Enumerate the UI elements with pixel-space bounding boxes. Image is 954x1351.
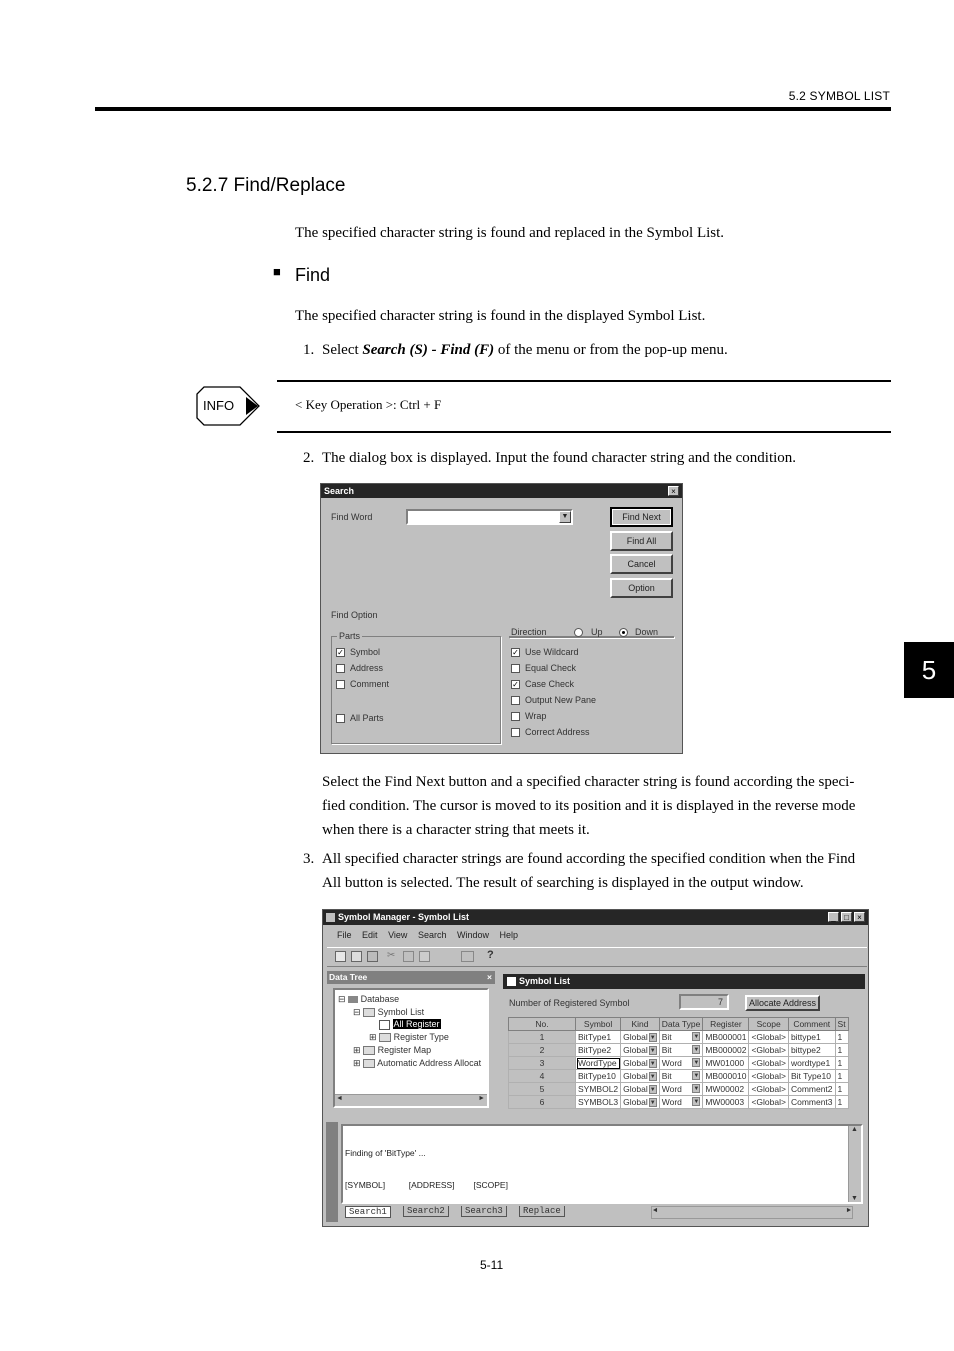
output-line: [SYMBOL] [ADDRESS] [SCOPE] [345,1179,508,1190]
symbol-manager-window [322,909,869,1227]
new-icon[interactable] [335,951,346,962]
menu-view[interactable]: View [388,930,408,940]
cell-kind[interactable]: Global ▼ [621,1070,660,1083]
tab-search1[interactable]: Search1 [345,1206,391,1218]
wrap-checkbox[interactable] [511,712,520,721]
scroll-left-icon[interactable]: ◄ [336,1095,343,1102]
cell-st[interactable]: 1 [835,1083,848,1096]
symbol-checkbox-label: Symbol [350,647,381,657]
use-wildcard-checkbox[interactable]: ✓ [512,648,519,657]
cell-data-type[interactable]: Word ▼ [659,1096,703,1109]
registered-symbol-count: 7 [679,994,729,1010]
comment-checkbox[interactable] [336,680,345,689]
tab-search2[interactable]: Search2 [403,1206,449,1217]
option-button[interactable]: Option [610,578,673,598]
menu-file[interactable]: File [337,930,352,940]
data-tree-header [327,971,495,984]
correct-address-label: Correct Address [525,727,590,737]
find-next-paragraph [322,770,855,842]
output-tabs [341,1205,863,1219]
chevron-down-icon[interactable]: ▼ [649,1061,656,1068]
menu-edit[interactable]: Edit [362,930,378,940]
cell-symbol[interactable]: SYMBOL2 [576,1083,621,1096]
running-header: 5.2 SYMBOL LIST [788,89,890,103]
help-icon[interactable]: ? [487,949,494,961]
direction-up-radio[interactable] [574,628,583,637]
cell-data-type[interactable]: Bit ▼ [659,1044,703,1057]
cell-comment[interactable]: Comment2 [788,1083,835,1096]
address-checkbox-label: Address [350,663,384,673]
cell-register[interactable]: MB000010 [703,1070,749,1083]
step2-number: 2. [303,450,315,466]
tree-hscrollbar[interactable] [335,1094,487,1106]
tree-item-auto-address[interactable]: ⊞ Automatic Address Allocat [353,1058,482,1068]
table-row[interactable] [509,1031,849,1044]
step1-suffix: of the menu or from the pop-up menu. [494,342,728,358]
info-top-rule [277,380,891,382]
cell-comment[interactable]: Bit Type10 [788,1070,835,1083]
find-next-button[interactable]: Find Next [610,507,673,527]
step1-menu-path: Search (S) - Find (F) [362,342,495,358]
cell-kind[interactable]: Global ▼ [621,1096,660,1109]
col-register[interactable]: Register [703,1018,749,1031]
cell-st[interactable]: 1 [835,1044,848,1057]
cell-symbol[interactable]: BitType10 [576,1070,621,1083]
direction-down-radio[interactable] [619,628,628,637]
close-icon[interactable]: × [668,486,679,496]
symbol-manager-title: Symbol Manager - Symbol List [338,912,470,922]
col-data-type[interactable]: Data Type [659,1018,703,1031]
search-dialog-title: Search [324,486,355,496]
step1-prefix: Select [322,342,363,358]
info-bottom-rule [277,431,891,433]
tree-item-database[interactable]: ⊟ Database [338,994,400,1004]
chevron-down-icon[interactable]: ▼ [693,1060,700,1066]
col-scope[interactable]: Scope [749,1018,789,1031]
section-title: 5.2.7 Find/Replace [186,175,346,196]
tab-replace[interactable]: Replace [519,1206,565,1217]
minimize-icon[interactable]: _ [828,912,839,922]
step1-text [322,338,728,362]
scroll-down-icon[interactable]: ▼ [851,1195,858,1202]
col-no[interactable]: No. [509,1018,576,1031]
cell-scope[interactable]: <Global> [749,1070,789,1083]
registered-symbol-label: Number of Registered Symbol [509,998,630,1008]
app-icon [326,913,335,922]
col-comment[interactable]: Comment [788,1018,835,1031]
info-icon [196,386,262,426]
cell-symbol[interactable]: BitType1 [576,1031,621,1044]
symbol-table [508,1017,849,1109]
chapter-tab: 5 [904,642,954,698]
allocate-address-button[interactable]: Allocate Address [745,995,820,1011]
table-row[interactable] [509,1096,849,1109]
info-text: < Key Operation >: Ctrl + F [295,397,442,412]
cell-register[interactable]: MW00002 [703,1083,749,1096]
paste-icon[interactable] [419,951,430,962]
tree-item-symbol-list[interactable]: ⊟ Symbol List [353,1007,425,1017]
cell-comment[interactable]: bittype2 [788,1044,835,1057]
cell-no: 3 [509,1057,576,1070]
cell-scope[interactable]: <Global> [749,1031,789,1044]
menu-bar [337,930,518,940]
chevron-down-icon[interactable]: ▼ [693,1073,700,1079]
data-tree [333,988,489,1108]
cell-scope[interactable]: <Global> [749,1057,789,1070]
cell-symbol[interactable]: SYMBOL3 [576,1096,621,1109]
cell-kind[interactable]: Global ▼ [621,1083,660,1096]
cut-icon[interactable]: ✂ [387,950,396,961]
find-option-label: Find Option [331,610,378,620]
output-text [345,1127,614,1204]
cell-st[interactable]: 1 [835,1070,848,1083]
cell-no: 1 [509,1031,576,1044]
cell-no: 2 [509,1044,576,1057]
equal-check-label: Equal Check [525,663,577,673]
scroll-up-icon[interactable]: ▲ [851,1126,858,1133]
cell-no: 5 [509,1083,576,1096]
search-dialog-titlebar [321,484,682,498]
cell-data-type[interactable]: Bit ▼ [659,1031,703,1044]
cell-scope[interactable]: <Global> [749,1044,789,1057]
chevron-down-icon[interactable]: ▼ [693,1047,700,1053]
chevron-down-icon[interactable]: ▼ [649,1100,656,1107]
cell-kind[interactable]: Global ▼ [621,1044,660,1057]
chevron-down-icon[interactable]: ▼ [649,1087,656,1094]
direction-label: Direction [511,627,547,637]
chevron-down-icon[interactable]: ▼ [693,1086,700,1092]
search-dialog [320,483,683,754]
symbol-list-icon [507,977,516,986]
copy-icon[interactable] [403,951,414,962]
find-all-button[interactable]: Find All [610,531,673,551]
cell-st[interactable]: 1 [835,1057,848,1070]
cell-st[interactable]: 1 [835,1031,848,1044]
cell-comment[interactable]: Comment3 [788,1096,835,1109]
table-row[interactable] [509,1044,849,1057]
tree-item-all-register[interactable]: All Register [379,1019,441,1030]
address-checkbox[interactable] [336,664,345,673]
table-row[interactable] [509,1057,849,1070]
chevron-down-icon[interactable]: ▼ [693,1099,700,1105]
tab-search3[interactable]: Search3 [461,1206,507,1217]
cell-kind[interactable]: Global ▼ [621,1057,660,1070]
save-icon[interactable] [367,951,378,962]
output-window [341,1124,863,1204]
symbol-list-title: Symbol List [519,976,571,986]
maximize-icon[interactable]: □ [841,912,852,922]
output-window-grip[interactable] [326,1122,338,1222]
table-row[interactable] [509,1083,849,1096]
cell-symbol[interactable]: WordType [576,1057,621,1070]
use-wildcard-label: Use Wildcard [525,647,579,657]
print-icon[interactable] [461,951,474,962]
page-number: 5-11 [480,1258,504,1272]
symbol-table-header [509,1018,849,1031]
cell-st[interactable]: 1 [835,1096,848,1109]
symbol-manager-titlebar [323,910,868,925]
toolbar [327,947,867,967]
output-vscrollbar[interactable] [848,1126,861,1202]
cell-scope[interactable]: <Global> [749,1096,789,1109]
cell-data-type[interactable]: Word ▼ [659,1083,703,1096]
find-description: The specified character string is found in the displayed Symbol List. [295,308,706,324]
cell-kind[interactable]: Global ▼ [621,1031,660,1044]
menu-search[interactable]: Search [417,930,447,940]
find-next-line-3: when there is a character string that meets it. [322,822,590,838]
output-hscrollbar[interactable] [651,1206,853,1219]
open-icon[interactable] [351,951,362,962]
wrap-label: Wrap [525,711,547,721]
intro-paragraph: The specified character string is found and replaced in the Symbol List. [295,225,725,241]
correct-address-checkbox[interactable] [511,728,520,737]
tree-item-register-map[interactable]: ⊞ Register Map [353,1045,432,1055]
col-symbol[interactable]: Symbol [576,1018,621,1031]
chevron-down-icon[interactable]: ▼ [649,1074,656,1081]
all-parts-checkbox[interactable] [336,714,345,723]
cell-symbol[interactable]: BitType2 [576,1044,621,1057]
scroll-right-icon[interactable]: ► [846,1207,851,1215]
table-row[interactable] [509,1070,849,1083]
cancel-button[interactable]: Cancel [610,554,673,574]
header-rule [95,107,891,111]
chevron-down-icon[interactable]: ▼ [693,1034,700,1040]
find-word-label: Find Word [331,512,373,522]
menu-help[interactable]: Help [499,930,519,940]
col-st[interactable]: St [835,1018,848,1031]
cell-data-type[interactable]: Bit ▼ [659,1070,703,1083]
menu-window[interactable]: Window [456,930,489,940]
cell-comment[interactable]: bittype1 [788,1031,835,1044]
cell-register[interactable]: MB000002 [703,1044,749,1057]
scroll-right-icon[interactable]: ► [478,1095,485,1102]
subsection-title: Find [295,265,331,285]
cell-register[interactable]: MW01000 [703,1057,749,1070]
info-icon-label: INFO [203,398,235,413]
parts-label: Parts [339,631,361,641]
direction-up-label: Up [591,627,603,637]
scroll-left-icon[interactable]: ◄ [653,1207,658,1215]
close-icon[interactable]: × [487,972,492,982]
chevron-down-icon[interactable]: ▼ [649,1048,656,1055]
step3-text [322,847,855,895]
step3-line-1: All specified character strings are found according the specified condition when the Find [322,851,856,867]
comment-checkbox-label: Comment [350,679,390,689]
step2-text: The dialog box is displayed. Input the found character string and the condition. [322,450,797,466]
chevron-down-icon[interactable]: ▼ [559,511,571,523]
data-tree-title: Data Tree [329,972,368,982]
cell-register[interactable]: MW00003 [703,1096,749,1109]
output-new-pane-checkbox[interactable] [511,696,520,705]
bullet-icon: ■ [273,264,281,279]
cell-no: 4 [509,1070,576,1083]
step3-number: 3. [303,851,315,867]
col-kind[interactable]: Kind [621,1018,660,1031]
case-check-label: Case Check [525,679,575,689]
output-line: Finding of 'BitType' ... [345,1148,426,1158]
cell-scope[interactable]: <Global> [749,1083,789,1096]
chevron-down-icon[interactable]: ▼ [649,1035,656,1042]
step3-line-2: All button is selected. The result of searching is displayed in the output window. [322,875,804,891]
close-icon[interactable]: × [854,912,865,922]
find-next-line-2: fied condition. The cursor is moved to its position and it is displayed in the reverse mode [322,798,856,814]
find-next-line-1: Select the Find Next button and a specified character string is found according the speci- [322,774,855,790]
all-parts-label: All Parts [350,713,384,723]
equal-check-checkbox[interactable] [511,664,520,673]
tree-item-register-type[interactable]: ⊞ Register Type [369,1032,449,1042]
output-new-pane-label: Output New Pane [525,695,597,705]
cell-no: 6 [509,1096,576,1109]
case-check-checkbox[interactable]: ✓ [512,680,519,689]
symbol-list-titlebar [503,974,865,989]
cell-comment[interactable]: wordtype1 [788,1057,835,1070]
cell-data-type[interactable]: Word ▼ [659,1057,703,1070]
direction-down-label: Down [635,627,659,637]
cell-register[interactable]: MB000001 [703,1031,749,1044]
symbol-checkbox[interactable]: ✓ [337,648,344,657]
step1-number: 1. [303,342,315,358]
find-word-input[interactable] [406,509,573,525]
